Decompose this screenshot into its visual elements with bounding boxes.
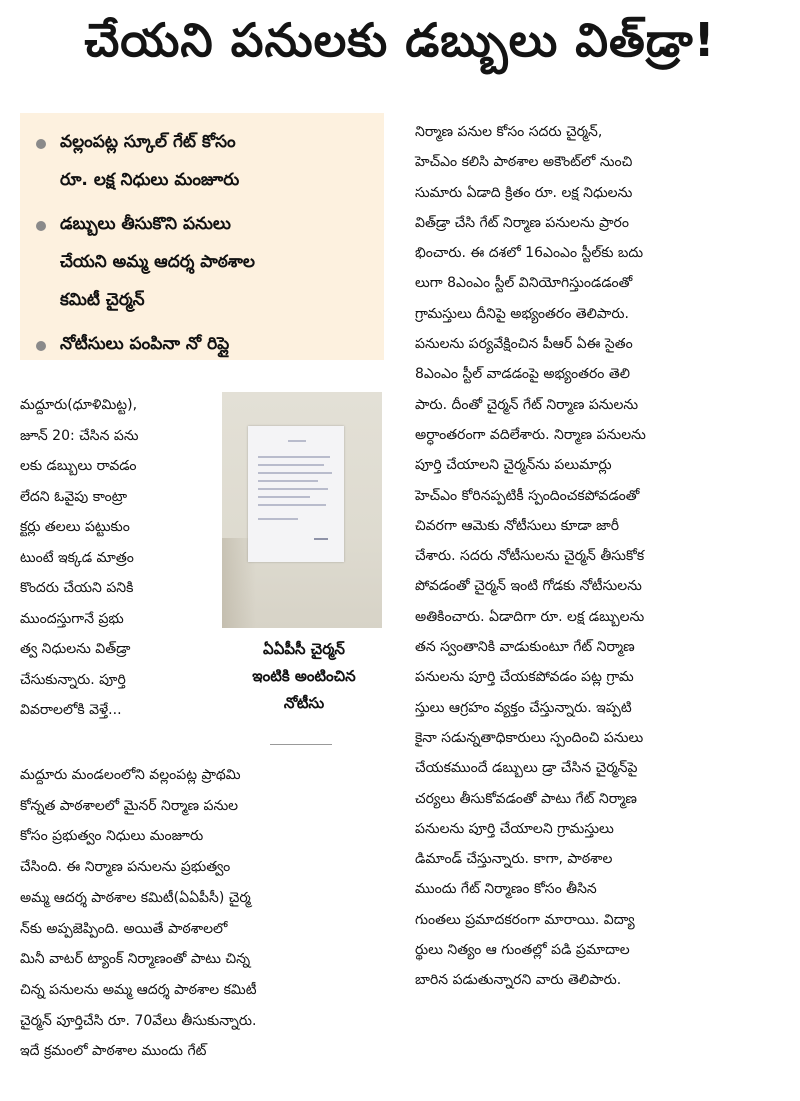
bullet-icon xyxy=(36,139,46,149)
bullet-icon xyxy=(36,221,46,231)
article-right-column: నిర్మాణ పనుల కోసం సదరు చైర్మన్, హెచ్‌ఎం కలిసి పాఠశాల అకౌంట్‌లో నుంచి సుమారు ఏడాది క్రితం రూ. లక్ష నిధులను విత్‌డ్రా చేసి గేట్ నిర్మాణ పనులను ప్రారం భించారు. ఈ దశలో 16ఎంఎం స్టీల్‌కు బదు లుగా 8ఎంఎం స్టీల్ వినియోగిస్తుండడంతో గ్రామస్తులు దీనిపై అభ్యంతరం తెలిపారు. పనులను పర్యవేక్షించిన పీఆర్ ఏఈ సైతం 8ఎంఎం స్టీల్ వాడడంపై అభ్యంతరం తెలి పారు. దీంతో చైర్మన్ గేట్ నిర్మాణ పనులను అర్ధాంతరంగా వదిలేశారు. నిర్మాణ పనులను పూర్తి చేయాలని చైర్మన్‌ను పలుమార్లు హెచ్‌ఎం కోరినప్పటికీ స్పందించకపోవడంతో చివరగా ఆమెకు నోటీసులు కూడా జారీ చేశారు. సదరు నోటీసులను చైర్మన్ తీసుకోక పోవడంతో చైర్మన్ ఇంటి గోడకు నోటీసులను అతికించారు. ఏడాదిగా రూ. లక్ష డబ్బులను తన స్వంతానికి వాడుకుంటూ గేట్ నిర్మాణ పనులను పూర్తి చేయకపోవడం పట్ల గ్రామ స్తులు ఆగ్రహం వ్యక్తం చేస్తున్నారు. ఇప్పటి కైనా సడున్నతాధికారులు స్పందించి పనులు చేయకముందే డబ్బులు డ్రా చేసిన చైర్మన్‌పై చర్యలు తీసుకోవడంతో పాటు గేట్ నిర్మాణ పనులను పూర్తి చేయాలని గ్రామస్తులు డిమాండ్ చేస్తున్నారు. కాగా, పాఠశాల ముందు గేట్ నిర్మాణం కోసం తీసిన గుంతలు ప్రమాదకరంగా మారాయి. విద్యా ర్థులు నిత్యం ఆ గుంతల్లో పడి ప్రమాదాల బారిన పడుతున్నారని వారు తెలిపారు. xyxy=(415,124,646,989)
photo-caption: ఏఏపీసీ చైర్మన్ ఇంటికి అంటించిన నోటీసు xyxy=(252,640,356,712)
notice-paper-image xyxy=(248,426,344,562)
highlight-item xyxy=(32,325,374,363)
highlight-text: నోటీసులు పంపినా నో రిప్లై xyxy=(60,334,230,354)
highlight-text: వల్లంపట్ల స్కూల్ గేట్ కోసం రూ. లక్ష నిధులు మంజూరు xyxy=(60,132,240,190)
headline: చేయని పనులకు డబ్బులు విత్‌డ్రా! xyxy=(84,13,716,67)
highlight-text: డబ్బులు తీసుకొని పనులు చేయని అమ్మ ఆదర్శ పాఠశాల కమిటీ చైర్మన్ xyxy=(60,214,255,310)
article-dateline-column: మద్దూరు(ధూళిమిట్ట), జూన్ 20: చేసిన పను లకు డబ్బులు రావడం లేదని ఓవైపు కాంట్రా క్టర్లు తలలు పట్టుకుం టుంటే ఇక్కడ మాత్రం కొందరు చేయని పనికి ముందస్తుగానే ప్రభు త్వ నిధులను విత్‌డ్రా చేసుకున్నారు. పూర్తి వివరాలలోకి వెళ్తే... xyxy=(20,397,139,718)
highlights-box xyxy=(20,113,384,360)
bullet-icon xyxy=(36,341,46,351)
notice-photo xyxy=(222,392,382,628)
highlight-item xyxy=(32,205,374,319)
highlight-item xyxy=(32,123,374,199)
article-left-column: మద్దూరు మండలంలోని వల్లంపట్ల ప్రాథమి కోన్నత పాఠశాలలో మైనర్ నిర్మాణ పనుల కోసం ప్రభుత్వం నిధులు మంజూరు చేసింది. ఈ నిర్మాణ పనులను ప్రభుత్వం అమ్మ ఆదర్శ పాఠశాల కమిటీ(ఏఏపీసీ) చైర్మ న్‌కు అప్పజెప్పింది. అయితే పాఠశాలలో మినీ వాటర్ ట్యాంక్ నిర్మాణంతో పాటు చిన్న చిన్న పనులను అమ్మ ఆదర్శ పాఠశాల కమిటీ చైర్మన్ పూర్తిచేసి రూ. 70వేలు తీసుకున్నారు. ఇదే క్రమంలో పాఠశాల ముందు గేట్ xyxy=(20,767,257,1060)
caption-divider xyxy=(270,744,332,745)
